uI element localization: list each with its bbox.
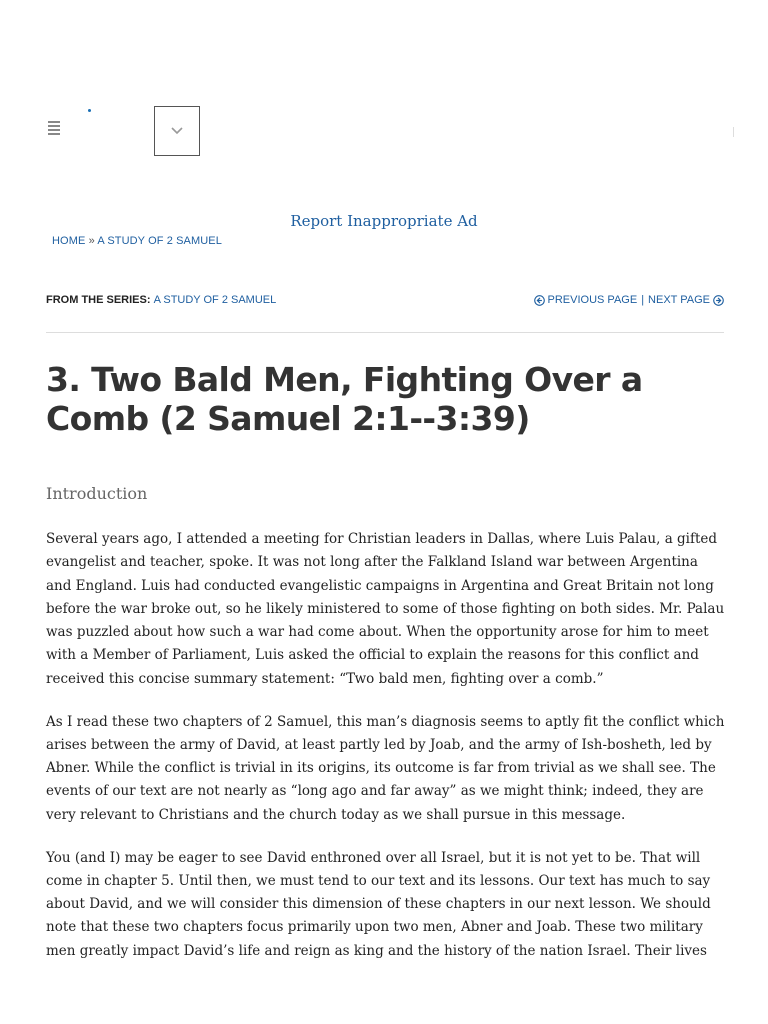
breadcrumb-current-link[interactable]: A STUDY OF 2 SAMUEL	[97, 235, 222, 247]
section-heading: Introduction	[46, 484, 148, 503]
circle-arrow-left-icon	[534, 295, 545, 306]
section-divider	[46, 332, 724, 333]
series-prefix: FROM THE SERIES:	[46, 294, 151, 306]
chevron-down-icon	[171, 127, 183, 135]
previous-page-label: PREVIOUS PAGE	[547, 294, 638, 306]
page-title: 3. Two Bald Men, Fighting Over a Comb (2 Samuel 2:1--3:39)	[46, 360, 643, 438]
article-body	[46, 528, 726, 983]
previous-page-link[interactable]	[534, 294, 638, 306]
next-page-link[interactable]	[648, 294, 724, 306]
pager	[534, 294, 724, 306]
series-link[interactable]: A STUDY OF 2 SAMUEL	[153, 294, 277, 306]
breadcrumb-separator: »	[88, 235, 95, 247]
dropdown-toggle-button[interactable]	[154, 106, 200, 156]
article-paragraph: You (and I) may be eager to see David enthroned over all Israel, but it is not yet to be. That will come in chapter 5. Until then, we must tend to our text and its lessons. Our text has much to say about David, and we will consider this dimension of these chapters in our next lesson. We should note that these two chapters focus primarily upon two men, Abner and Joab. These two military men greatly impact David’s life and reign as king and the history of the nation Israel. Their lives	[46, 849, 711, 959]
article-paragraph: Several years ago, I attended a meeting for Christian leaders in Dallas, where Luis Palau, a gifted evangelist and teacher, spoke. It was not long after the Falkland Island war between Argentina and England. Luis had conducted evangelistic campaigns in Argentina and Great Britain not long before the war broke out, so he likely ministered to some of those fighting on both sides. Mr. Palau was puzzled about how such a war had come about. When the opportunity arose for him to meet with a Member of Parliament, Luis asked the official to explain the reasons for this conflict and received this concise summary statement: “Two bald men, fighting over a comb.”	[46, 531, 725, 687]
article-paragraph: As I read these two chapters of 2 Samuel, this man’s diagnosis seems to aptly fit the conflict which arises between the army of David, at least partly led by Joab, and the army of Ish-bosheth, led by Abner. While the conflict is trivial in its origins, its outcome is far from trivial as we shall see. The events of our text are not nearly as “long ago and far away” as we might think; indeed, they are very relevant to Christians and the church today as we shall pursue in this message.	[46, 713, 725, 823]
breadcrumb	[52, 235, 222, 247]
hamburger-menu-icon[interactable]	[48, 121, 60, 135]
next-page-label: NEXT PAGE	[648, 294, 710, 306]
pager-divider: |	[641, 294, 645, 306]
site-logo[interactable]	[88, 109, 91, 112]
breadcrumb-home-link[interactable]: HOME	[52, 235, 86, 247]
circle-arrow-right-icon	[713, 295, 724, 306]
series-bar	[46, 294, 724, 306]
series-info	[46, 294, 276, 306]
header-divider	[733, 127, 734, 137]
report-ad-link[interactable]: Report Inappropriate Ad	[290, 212, 478, 230]
